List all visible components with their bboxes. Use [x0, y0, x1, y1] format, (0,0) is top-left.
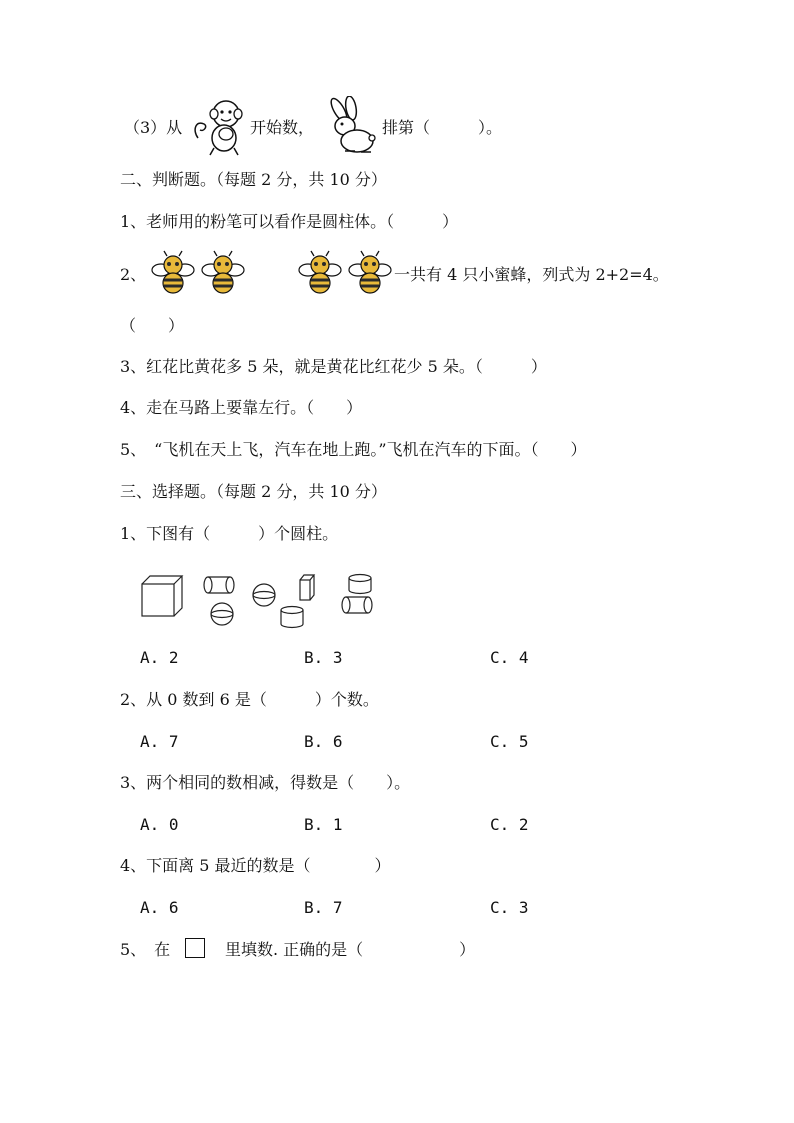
bee-icon: [347, 250, 393, 296]
counting-question-part1: （3）从: [124, 118, 183, 137]
choice-q2-option-b[interactable]: B. 6: [304, 732, 343, 751]
sphere-icon: [211, 603, 233, 625]
sphere-icon: [253, 584, 275, 606]
choice-q2-option-a[interactable]: A. 7: [140, 732, 179, 751]
judge-item-4: 4、走在马路上要靠左行。（ ）: [120, 398, 363, 417]
choice-q2-text: 2、从 0 数到 6 是（ ）个数。: [120, 690, 379, 709]
cylinder-icon: [204, 577, 234, 593]
judge-item-2-text: 一共有 4 只小蜜蜂，列式为 2+2=4。: [394, 265, 669, 284]
judge-item-3: 3、红花比黄花多 5 朵，就是黄花比红花少 5 朵。（ ）: [120, 357, 547, 376]
choice-q4-option-b[interactable]: B. 7: [304, 898, 343, 917]
choice-q3-option-c[interactable]: C. 2: [490, 815, 529, 834]
choice-q2-option-c[interactable]: C. 5: [490, 732, 529, 751]
counting-question-part3: 排第（ ）。: [382, 118, 503, 137]
cube-icon: [142, 576, 182, 616]
choice-q1-text: 1、下图有（ ）个圆柱。: [120, 524, 339, 543]
bee-icon: [297, 250, 343, 296]
section2-heading: 二、判断题。（每题 2 分，共 10 分）: [120, 170, 387, 189]
answer-box[interactable]: [185, 938, 205, 958]
judge-item-2-number: 2、: [120, 265, 147, 284]
choice-q4-text: 4、下面离 5 最近的数是（ ）: [120, 856, 391, 875]
choice-q1-option-a[interactable]: A. 2: [140, 648, 179, 667]
choice-q5-part1: 5、 在: [120, 940, 171, 959]
counting-question-part2: 开始数，: [250, 118, 315, 137]
choice-q4-option-c[interactable]: C. 3: [490, 898, 529, 917]
bee-icon: [200, 250, 246, 296]
choice-q1-option-c[interactable]: C. 4: [490, 648, 529, 667]
bee-icon: [150, 250, 196, 296]
judge-item-1: 1、老师用的粉笔可以看作是圆柱体。（ ）: [120, 212, 459, 231]
cylinder-icon: [281, 607, 303, 628]
cylinder-icon: [342, 597, 372, 613]
cylinder-icon: [349, 575, 371, 594]
solid-shapes-figure: [138, 568, 388, 632]
monkey-icon: [190, 98, 250, 158]
choice-q5-part2: 里填数. 正确的是（ ）: [225, 940, 476, 959]
choice-q4-option-a[interactable]: A. 6: [140, 898, 179, 917]
rabbit-icon: [325, 96, 377, 156]
section3-heading: 三、选择题。（每题 2 分，共 10 分）: [120, 482, 387, 501]
choice-q3-text: 3、两个相同的数相减，得数是（ ）。: [120, 773, 411, 792]
prism-icon: [300, 575, 314, 600]
judge-item-2-answer: （ ）: [120, 316, 185, 335]
judge-item-5: 5、 “飞机在天上飞，汽车在地上跑。”飞机在汽车的下面。（ ）: [120, 440, 587, 459]
choice-q1-option-b[interactable]: B. 3: [304, 648, 343, 667]
choice-q3-option-b[interactable]: B. 1: [304, 815, 343, 834]
choice-q3-option-a[interactable]: A. 0: [140, 815, 179, 834]
